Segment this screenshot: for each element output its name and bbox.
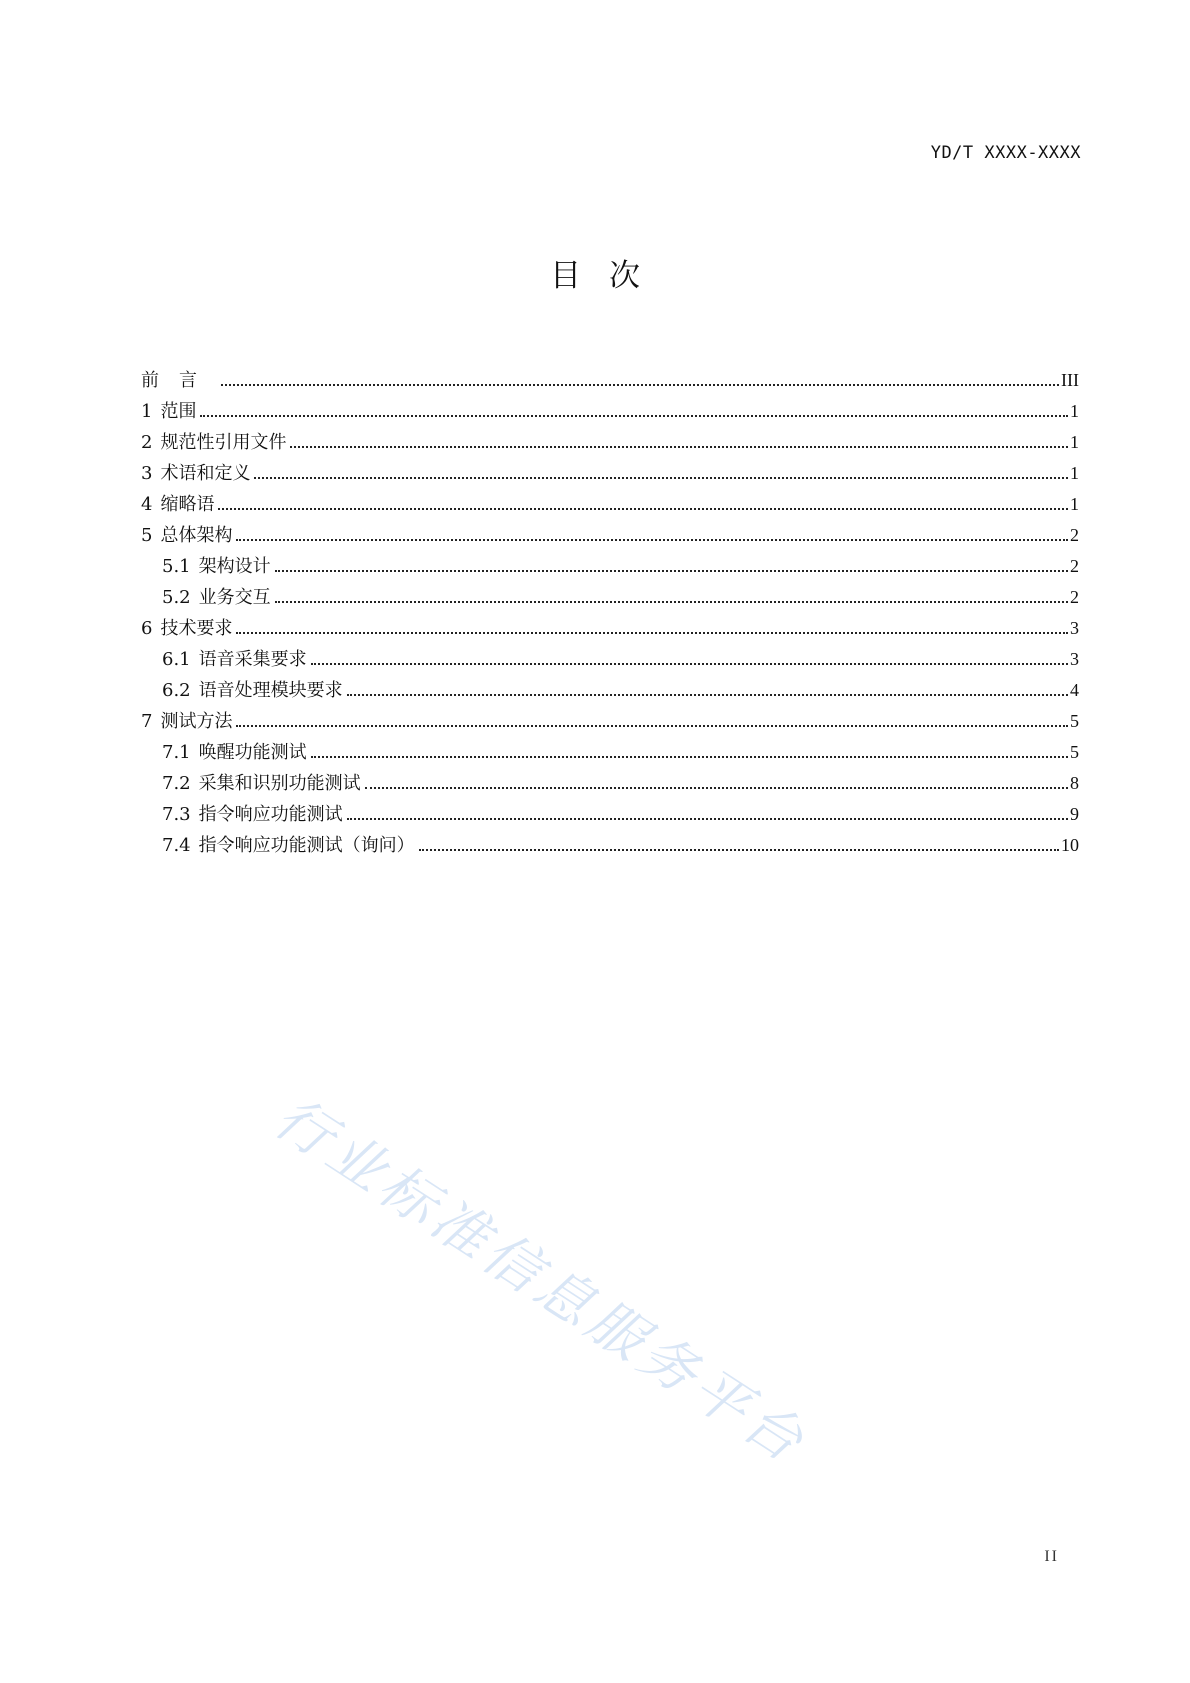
toc-entry-page: III xyxy=(1061,370,1079,390)
toc-entry-number: 7.4 xyxy=(162,835,191,856)
toc-entry-number: 7.3 xyxy=(162,804,191,825)
toc-dot-leader xyxy=(347,818,1068,820)
toc-entry-label: 前言 xyxy=(141,370,217,391)
toc-entry-label: 唤醒功能测试 xyxy=(198,742,307,763)
toc-entry-page: 10 xyxy=(1061,835,1079,855)
toc-entry-label: 业务交互 xyxy=(198,587,271,608)
toc-entry-label: 语音处理模块要求 xyxy=(198,680,343,701)
toc-dot-leader xyxy=(419,849,1059,851)
toc-entry[interactable] xyxy=(141,706,1079,737)
toc-entry-page: 1 xyxy=(1070,494,1079,514)
toc-dot-leader xyxy=(221,384,1059,386)
toc-dot-leader xyxy=(311,663,1068,665)
toc-entry-page: 1 xyxy=(1070,401,1079,421)
toc-dot-leader xyxy=(200,415,1068,417)
toc-entry-label: 缩略语 xyxy=(160,494,215,515)
toc-entry-label: 架构设计 xyxy=(198,556,271,577)
toc-entry-number: 1 xyxy=(141,401,153,422)
toc-entry-page: 1 xyxy=(1070,432,1079,452)
toc-entry-page: 2 xyxy=(1070,525,1079,545)
toc-entry-page: 2 xyxy=(1070,587,1079,607)
toc-entry-number: 5.1 xyxy=(162,556,191,577)
toc-entry[interactable] xyxy=(141,799,1079,830)
toc-entry[interactable] xyxy=(141,520,1079,551)
toc-entry[interactable] xyxy=(141,396,1079,427)
toc-entry-page: 2 xyxy=(1070,556,1079,576)
standard-code: YD/T XXXX-XXXX xyxy=(930,143,1081,163)
toc-dot-leader xyxy=(365,787,1068,789)
toc-entry[interactable] xyxy=(141,489,1079,520)
toc-entry[interactable] xyxy=(141,675,1079,706)
toc-dot-leader xyxy=(236,539,1068,541)
toc-entry-label: 术语和定义 xyxy=(160,463,251,484)
toc-entry-label: 总体架构 xyxy=(160,525,233,546)
table-of-contents xyxy=(141,365,1079,861)
toc-entry[interactable] xyxy=(141,644,1079,675)
toc-entry-number: 5 xyxy=(141,525,153,546)
toc-entry-label: 指令响应功能测试（询问） xyxy=(198,835,415,856)
toc-entry-label: 技术要求 xyxy=(160,618,233,639)
toc-title: 目次 xyxy=(550,258,668,294)
toc-entry-number: 3 xyxy=(141,463,153,484)
toc-entry[interactable] xyxy=(141,427,1079,458)
toc-entry[interactable] xyxy=(141,613,1079,644)
toc-entry-number: 6 xyxy=(141,618,153,639)
toc-entry-label: 指令响应功能测试 xyxy=(198,804,343,825)
toc-entry-page: 4 xyxy=(1070,680,1079,700)
toc-entry-number: 7.1 xyxy=(162,742,191,763)
toc-dot-leader xyxy=(290,446,1068,448)
toc-dot-leader xyxy=(254,477,1068,479)
toc-entry[interactable] xyxy=(141,737,1079,768)
toc-entry[interactable] xyxy=(141,830,1079,861)
toc-dot-leader xyxy=(347,694,1068,696)
toc-entry-page: 5 xyxy=(1070,742,1079,762)
toc-dot-leader xyxy=(311,756,1068,758)
toc-entry-page: 8 xyxy=(1070,773,1079,793)
toc-entry-page: 5 xyxy=(1070,711,1079,731)
toc-dot-leader xyxy=(236,632,1068,634)
toc-entry-number: 5.2 xyxy=(162,587,191,608)
toc-entry-page: 9 xyxy=(1070,804,1079,824)
watermark: 行业标准信息服务平台 xyxy=(263,1085,819,1478)
toc-entry-label: 语音采集要求 xyxy=(198,649,307,670)
toc-entry-number: 4 xyxy=(141,494,153,515)
toc-entry-number: 6.2 xyxy=(162,680,191,701)
toc-entry-label: 规范性引用文件 xyxy=(160,432,287,453)
toc-entry[interactable] xyxy=(141,365,1079,396)
toc-entry-page: 3 xyxy=(1070,618,1079,638)
toc-entry-number: 6.1 xyxy=(162,649,191,670)
toc-entry-number: 2 xyxy=(141,432,153,453)
toc-entry[interactable] xyxy=(141,582,1079,613)
toc-dot-leader xyxy=(275,601,1068,603)
toc-dot-leader xyxy=(218,508,1068,510)
toc-entry-number: 7.2 xyxy=(162,773,191,794)
toc-entry-page: 1 xyxy=(1070,463,1079,483)
page-number: II xyxy=(1044,1548,1059,1565)
toc-dot-leader xyxy=(275,570,1068,572)
toc-entry-number: 7 xyxy=(141,711,153,732)
toc-entry-label: 范围 xyxy=(160,401,197,422)
toc-entry[interactable] xyxy=(141,458,1079,489)
toc-entry-label: 采集和识别功能测试 xyxy=(198,773,361,794)
toc-entry-label: 测试方法 xyxy=(160,711,233,732)
toc-entry[interactable] xyxy=(141,551,1079,582)
toc-entry[interactable] xyxy=(141,768,1079,799)
toc-entry-page: 3 xyxy=(1070,649,1079,669)
toc-dot-leader xyxy=(236,725,1068,727)
